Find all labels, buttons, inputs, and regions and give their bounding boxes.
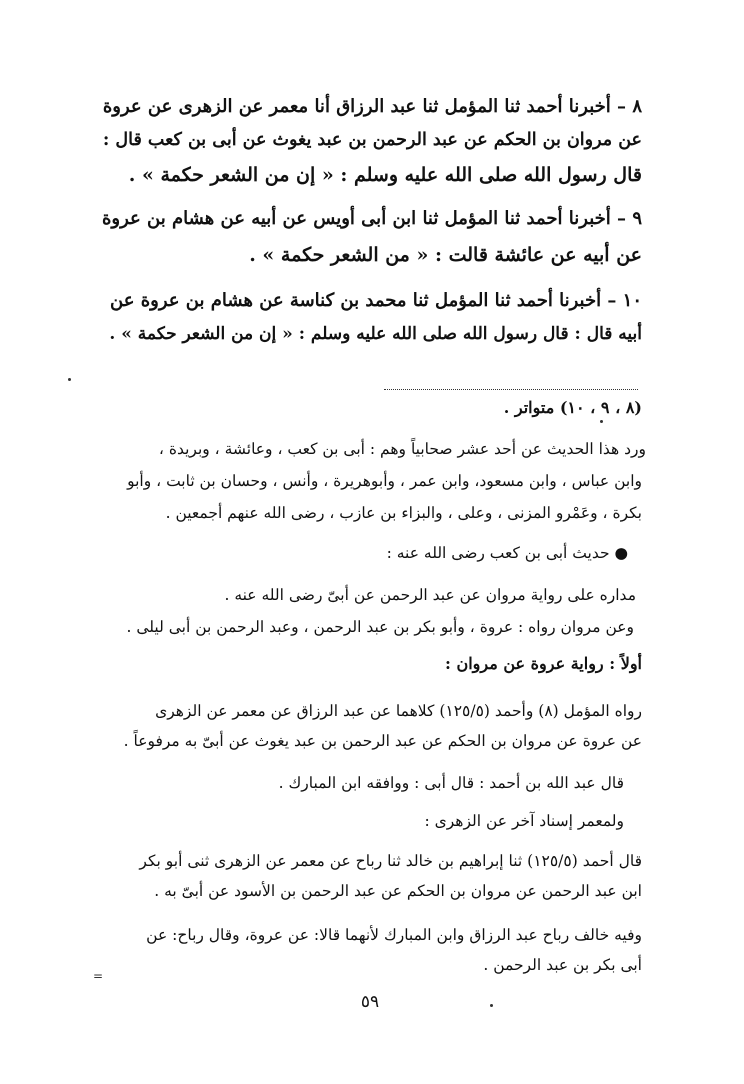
speck-mark xyxy=(600,420,603,423)
footnote-para-3-line-2: عن عروة عن مروان بن الحكم عن عبد الرحمن بن عبد يغوث عن أبىّ به مرفوعاً . xyxy=(123,732,642,750)
speck-mark xyxy=(68,378,71,381)
footnote-para-1-line-3: بكرة ، وعَمْرو المزنى ، وعلى ، والبزاء بن عازب ، رضى الله عنهم أجمعين . xyxy=(165,504,642,522)
section-heading: أولاً : رواية عروة عن مروان : xyxy=(445,654,642,673)
footnote-para-6-line-2: ابن عبد الرحمن عن مروان بن الحكم عن عبد الرحمن بن الأسود عن أبىّ به . xyxy=(154,882,642,900)
footnote-para-2-line-1: مداره على رواية مروان عن عبد الرحمن عن أبىّ رضى الله عنه . xyxy=(224,586,636,604)
bullet-heading: ● حديث أبى بن كعب رضى الله عنه : xyxy=(386,544,628,562)
footnote-para-1-line-1: ورد هذا الحديث عن أحد عشر صحابياً وهم : أبى بن كعب ، وعائشة ، وبريدة ، xyxy=(158,440,646,458)
footnote-para-3-line-1: رواه المؤمل (٨) وأحمد (١٢٥/٥) كلاهما عن عبد الرزاق عن معمر عن الزهرى xyxy=(155,702,642,720)
footnote-divider xyxy=(384,389,638,390)
hadith-8-line-1: ٨ – أخبرنا أحمد ثنا المؤمل ثنا عبد الرزاق أنا معمر عن الزهرى عن عروة xyxy=(102,96,642,117)
footnote-reference: (٨ ، ٩ ، ١٠) متواتر . xyxy=(503,398,642,417)
margin-mark: = xyxy=(93,969,104,983)
hadith-10 xyxy=(104,290,642,360)
hadith-8 xyxy=(104,96,642,196)
footnote-para-2-line-2: وعن مروان رواه : عروة ، وأبو بكر بن عبد الرحمن ، وعبد الرحمن بن أبى ليلى . xyxy=(126,618,634,636)
footnote-para-1-line-2: وابن عباس ، وابن مسعود، وابن عمر ، وأبوهريرة ، وأنس ، وحسان بن ثابت ، وأبو xyxy=(127,472,642,490)
hadith-10-line-1: ١٠ – أخبرنا أحمد ثنا المؤمل ثنا محمد بن كناسة عن هشام بن عروة عن xyxy=(110,290,642,311)
footnote-para-7-line-2: أبى بكر بن عبد الرحمن . xyxy=(483,956,642,974)
hadith-9-line-2: عن أبيه عن عائشة قالت : « من الشعر حكمة » . xyxy=(249,244,642,266)
hadith-9-line-1: ٩ – أخبرنا أحمد ثنا المؤمل ثنا ابن أبى أويس عن أبيه عن هشام بن عروة xyxy=(102,208,642,229)
footnote-para-6-line-1: قال أحمد (١٢٥/٥) ثنا إبراهيم بن خالد ثنا رباح عن معمر عن الزهرى ثنى أبو بكر xyxy=(139,852,642,870)
hadith-8-line-2: عن مروان بن الحكم عن عبد الرحمن بن عبد يغوث عن أبى بن كعب قال : xyxy=(102,130,642,150)
footnote-para-5: ولمعمر إسناد آخر عن الزهرى : xyxy=(424,812,624,830)
speck-mark xyxy=(490,1004,493,1007)
footnote-para-7-line-1: وفيه خالف رباح عبد الرزاق وابن المبارك لأنهما قالا: عن عروة، وقال رباح: عن xyxy=(146,926,642,944)
footnote-para-4: قال عبد الله بن أحمد : قال أبى : ووافقه ابن المبارك . xyxy=(278,774,624,792)
hadith-9 xyxy=(104,208,642,278)
hadith-8-line-3: قال رسول الله صلى الله عليه وسلم : « إن من الشعر حكمة » . xyxy=(128,164,642,186)
footnotes xyxy=(104,396,646,986)
page-number: ٥٩ xyxy=(360,992,380,1012)
hadith-10-line-2: أبيه قال : قال رسول الله صلى الله عليه وسلم : « إن من الشعر حكمة » . xyxy=(109,324,642,344)
